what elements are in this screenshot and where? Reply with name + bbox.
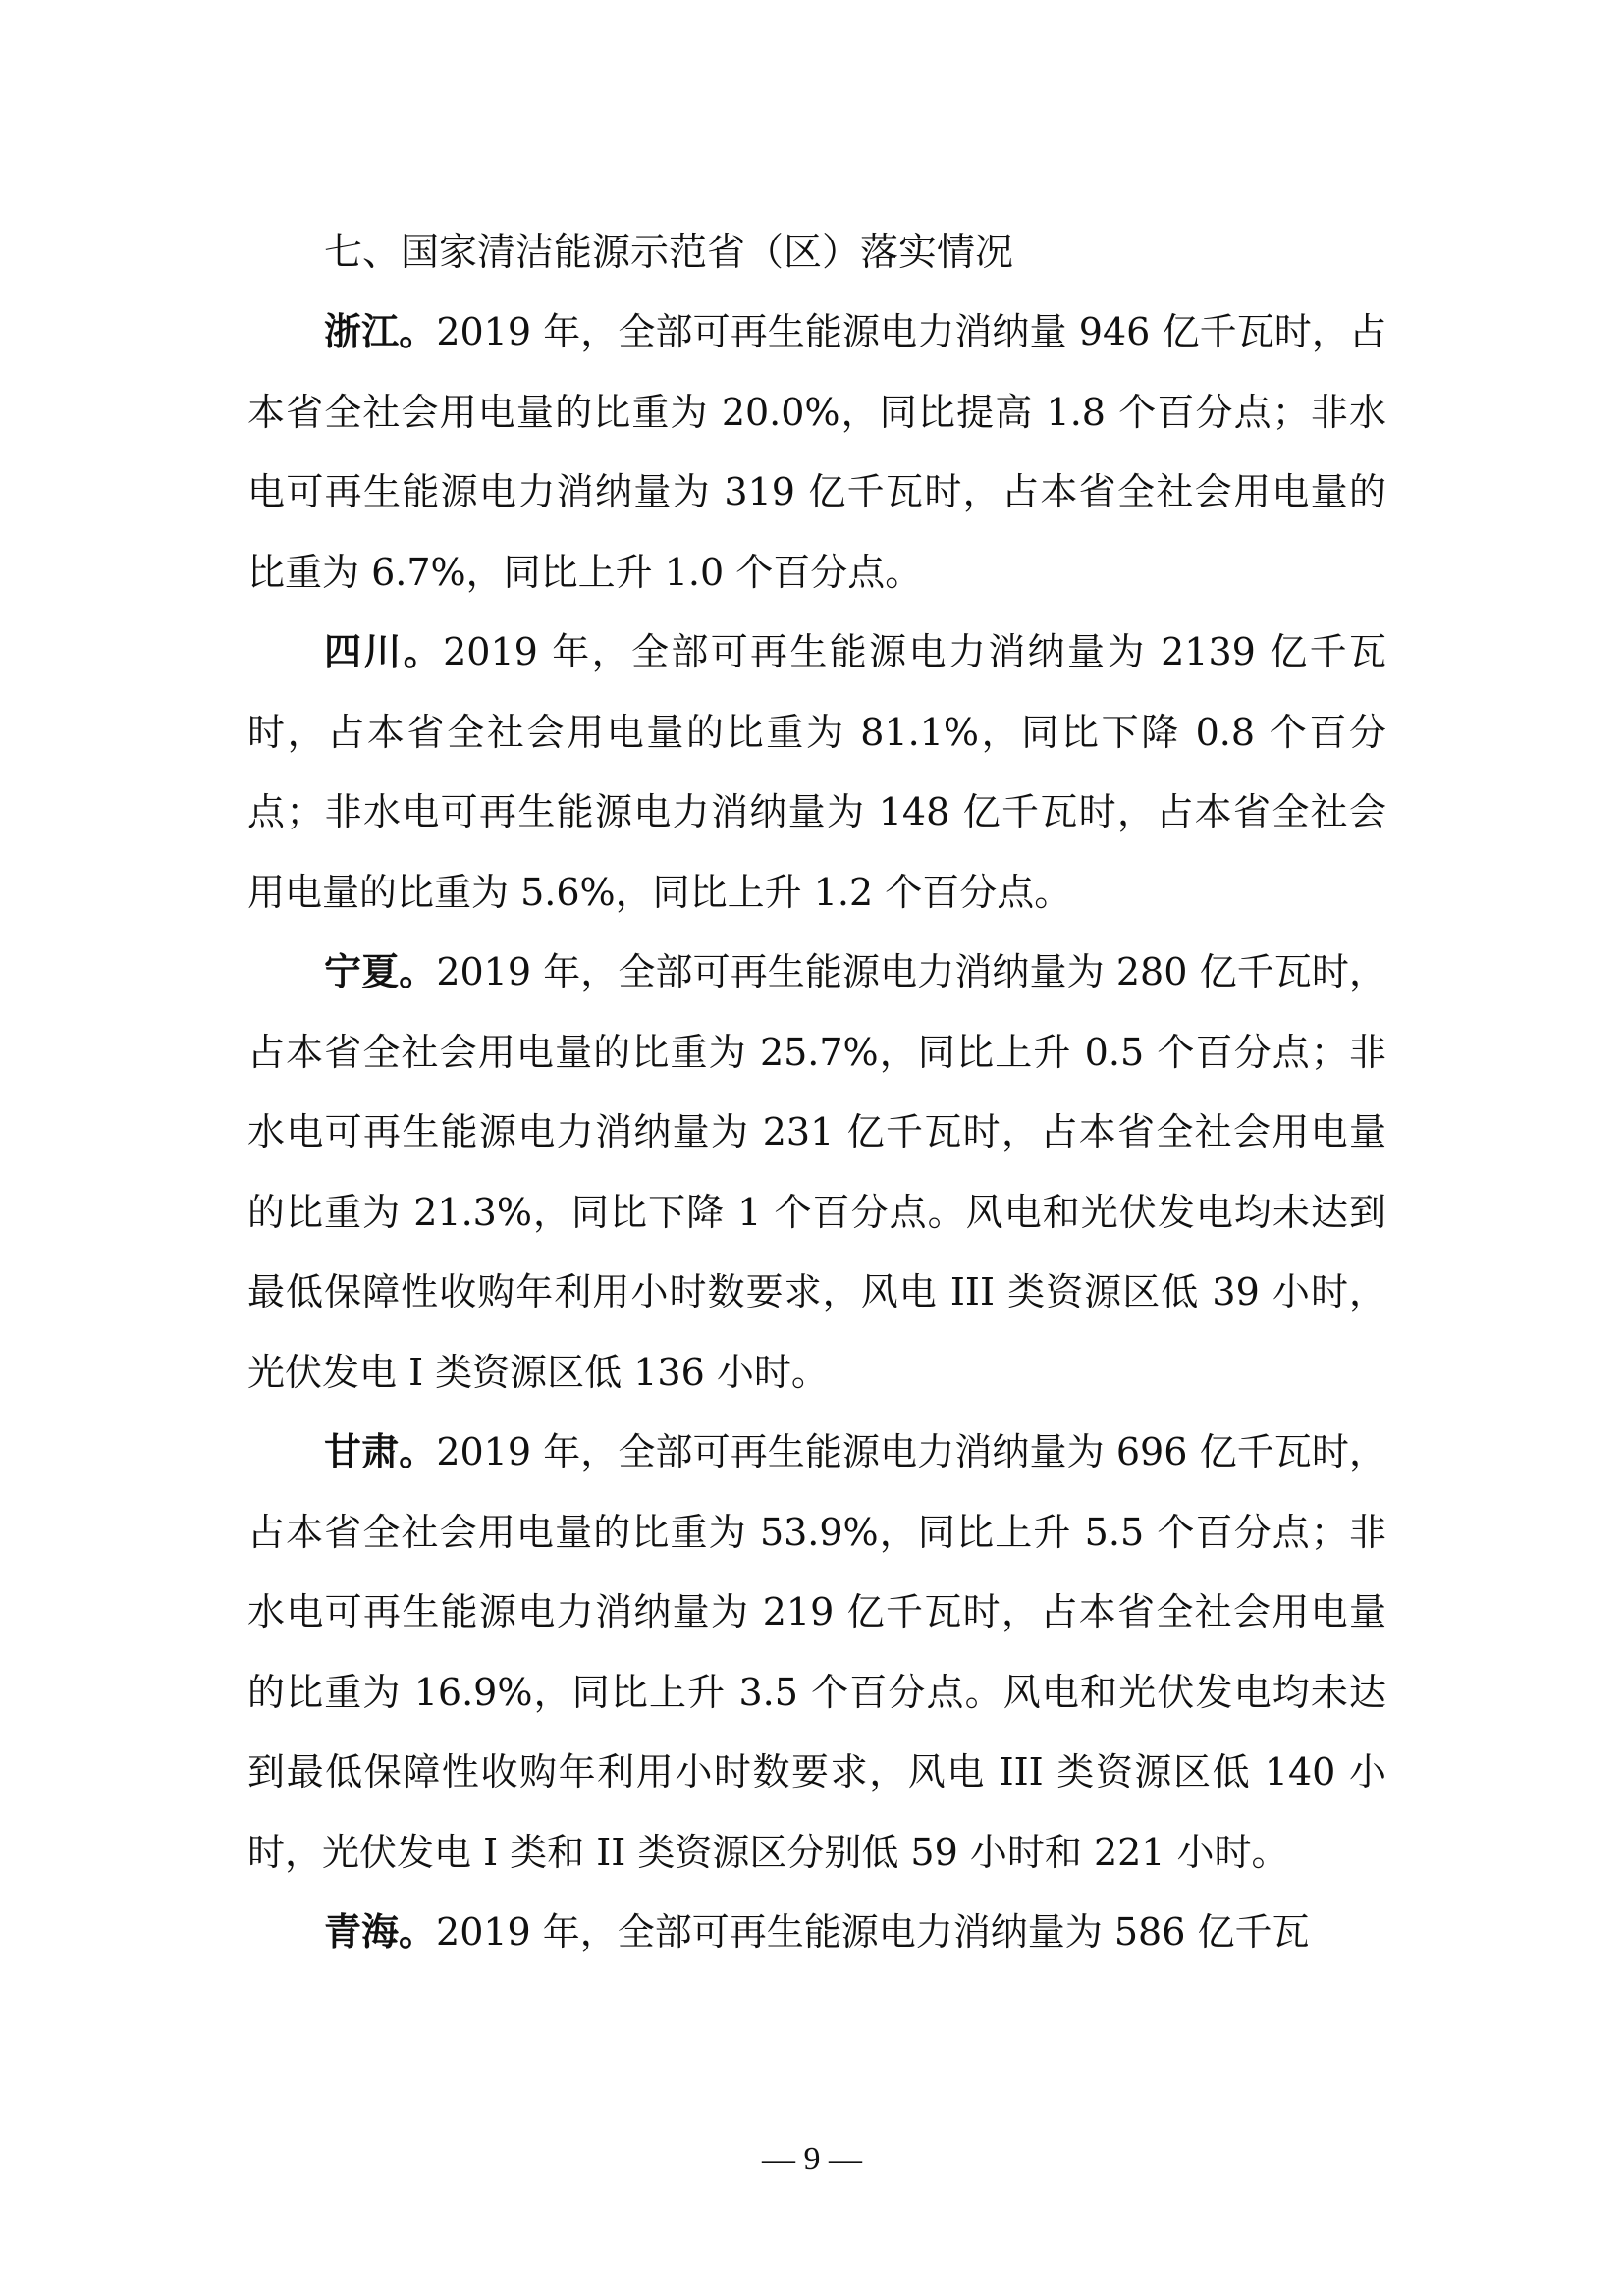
paragraph-zhejiang	[247, 293, 1386, 613]
paragraph-text: 2019 年，全部可再生能源电力消纳量为 586 亿千瓦	[436, 1910, 1310, 1953]
paragraph-ningxia	[247, 933, 1386, 1413]
paragraph-sichuan	[247, 613, 1386, 933]
page-body	[247, 214, 1386, 1973]
page-number: — 9 —	[762, 2141, 862, 2177]
paragraph-gansu	[247, 1413, 1386, 1893]
section-heading: 七、国家清洁能源示范省（区）落实情况	[324, 231, 1014, 275]
province-name: 四川。	[324, 630, 444, 673]
paragraph-text: 2019 年，全部可再生能源电力消纳量 946 亿千瓦时，占本省全社会用电量的比重为 20.0%，同比提高 1.8 个百分点；非水电可再生能源电力消纳量为 319 亿千瓦时，占本省全社会用电量的比重为 6.7%，同比上升 1.0 个百分点。	[247, 310, 1386, 594]
paragraph-text: 2019 年，全部可再生能源电力消纳量为 696 亿千瓦时，占本省全社会用电量的比重为 53.9%，同比上升 5.5 个百分点；非水电可再生能源电力消纳量为 219 亿千瓦时，占本省全社会用电量的比重为 16.9%，同比上升 3.5 个百分点。风电和光伏发电均未达到最低保障性收购年利用小时数要求，风电 III 类资源区低 140 小时，光伏发电 I 类和 II 类资源区分别低 59 小时和 221 小时。	[247, 1430, 1386, 1874]
province-name: 青海。	[324, 1910, 437, 1953]
province-name: 浙江。	[324, 310, 437, 353]
province-name: 宁夏。	[324, 950, 437, 993]
province-name: 甘肃。	[324, 1430, 437, 1473]
paragraph-qinghai	[247, 1893, 1386, 1973]
paragraph-text: 2019 年，全部可再生能源电力消纳量为 280 亿千瓦时，占本省全社会用电量的比重为 25.7%，同比上升 0.5 个百分点；非水电可再生能源电力消纳量为 231 亿千瓦时，占本省全社会用电量的比重为 21.3%，同比下降 1 个百分点。风电和光伏发电均未达到最低保障性收购年利用小时数要求，风电 III 类资源区低 39 小时，光伏发电 I 类资源区低 136 小时。	[247, 950, 1386, 1394]
paragraph-text: 2019 年，全部可再生能源电力消纳量为 2139 亿千瓦时，占本省全社会用电量的比重为 81.1%，同比下降 0.8 个百分点；非水电可再生能源电力消纳量为 148 亿千瓦时，占本省全社会用电量的比重为 5.6%，同比上升 1.2 个百分点。	[247, 630, 1386, 914]
